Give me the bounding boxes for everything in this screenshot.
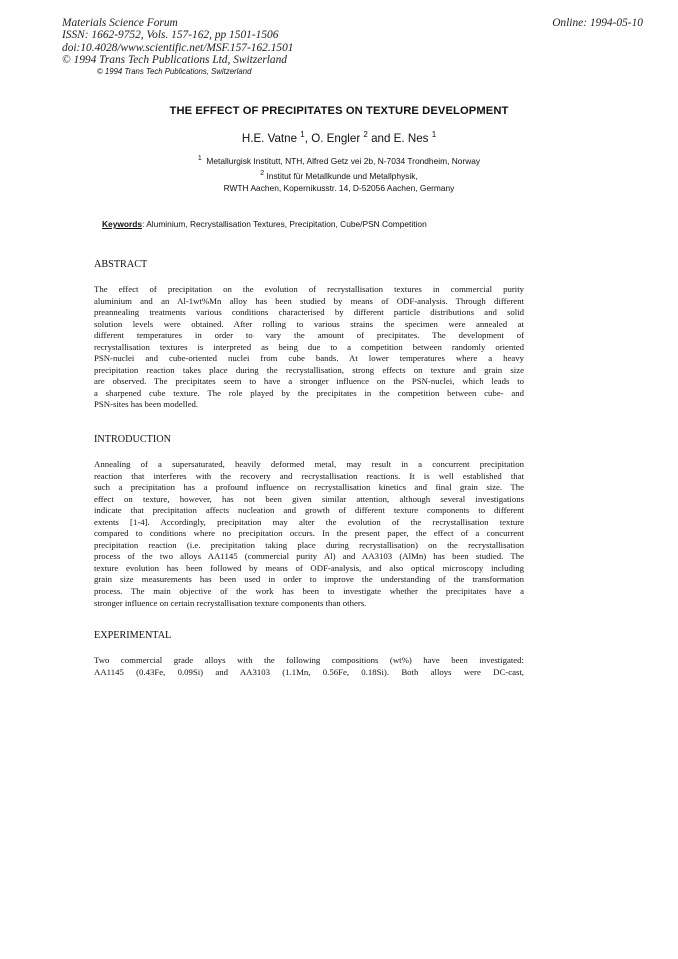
text-line: effect on texture, however, has not been given similar attention, although several investigations	[94, 493, 524, 504]
author-separator: ,	[304, 131, 312, 145]
journal-name: Materials Science Forum	[62, 17, 178, 29]
affiliation-1	[0, 153, 678, 167]
text-line: process of the two alloys AA1145 (commercial purity Al) and AA3103 (AlMn) has been studied. The	[94, 551, 524, 562]
text-line: Annealing of a supersaturated, heavily deformed metal, may result in a concurrent precipitation	[94, 459, 524, 469]
affiliation-2	[0, 168, 678, 194]
text-line: compared to conditions where no precipitation occurs. In the present paper, the effect of a concurrent	[94, 528, 524, 539]
text-line: are observed. The precipitates seem to have a stronger influence on the PSN-nuclei, which leads to	[94, 376, 524, 387]
affiliation-marker: 1	[197, 155, 202, 162]
text-line: texture evolution has been followed by means of ODF-analysis, and also optical microscopy including	[94, 562, 524, 573]
text-line: such a precipitation has a profound influence on recrystallisation kinetics and final grain size. The	[94, 482, 524, 493]
experimental-body	[94, 655, 524, 678]
author-list	[0, 130, 678, 145]
section-heading-introduction: INTRODUCTION	[94, 434, 171, 445]
introduction-body	[94, 459, 524, 609]
doi-line: doi:10.4028/www.scientific.net/MSF.157-162.1501	[62, 41, 294, 54]
text-line: a sharpened cube texture. The role played by the precipitates in the competition between cube- and	[94, 387, 524, 398]
keywords-line	[102, 219, 427, 229]
text-line: grain size measurements has been used in order to improve the understanding of the transformation	[94, 574, 524, 585]
text-line: indicate that precipitation affects nucleation and growth of different texture components to different	[94, 505, 524, 516]
journal-header	[62, 17, 294, 67]
copyright-notice: © 1994 Trans Tech Publications, Switzerland	[97, 67, 252, 76]
text-line: reaction that interferes with the recovery and recrystallisation reactions. It is well established that	[94, 470, 524, 481]
text-line: recrystallisation textures is interpreted as being due to a competition between randomly oriented	[94, 341, 524, 352]
author-name: H.E. Vatne	[241, 131, 298, 145]
text-line: aluminium and an Al-1wt%Mn alloy has been studied by means of ODF-analysis. Through different	[94, 295, 524, 306]
abstract-body	[94, 284, 524, 411]
text-line: solution levels were obtained. After rolling to various strains the specimen were annealed at	[94, 318, 524, 329]
online-date: Online: 1994-05-10	[552, 17, 643, 29]
keywords-text: : Aluminium, Recrystallisation Textures, Precipitation, Cube/PSN Competition	[142, 219, 427, 229]
text-line: PSN-nuclei and cube-oriented nuclei from cube bands. At lower temperatures where a heavy	[94, 353, 524, 364]
text-line: process. The main objective of the work has been to investigate whether the precipitates have a	[94, 586, 524, 597]
text-line: precipitation reaction takes place during the recrystallisation, strong effects on texture and grain size	[94, 364, 524, 375]
text-line: extents [1-4]. Accordingly, precipitation may alter the evolution of the recrystallisation texture	[94, 516, 524, 527]
keywords-label: Keywords	[102, 219, 143, 229]
text-line: preannealing treatments various conditions characterised by different particle distributions and solid	[94, 307, 524, 318]
affiliation-text: Institut für Metallkunde und Metallphysik,	[266, 170, 418, 181]
author-affiliation-marker: 2	[363, 130, 368, 139]
author-separator: and	[367, 131, 394, 145]
text-line: AA1145 (0.43Fe, 0.09Si) and AA3103 (1.1Mn, 0.56Fe, 0.18Si). Both alloys were DC-cast,	[94, 666, 524, 677]
text-line: Two commercial grade alloys with the following compositions (wt%) have been investigated:	[94, 655, 524, 665]
text-line: precipitation reaction (i.e. precipitation taking place during recrystallisation) on the recrystallisation	[94, 539, 524, 550]
text-line: PSN-sites has been modelled.	[94, 399, 199, 410]
affiliation-text: RWTH Aachen, Kopernikusstr. 14, D-52056 Aachen, Germany	[223, 182, 455, 193]
affiliation-text: Metallurgisk Institutt, NTH, Alfred Getz vei 2b, N-7034 Trondheim, Norway	[206, 155, 481, 166]
text-line: stronger influence on certain recrystallisation texture components than others.	[94, 597, 367, 608]
paper-title: THE EFFECT OF PRECIPITATES ON TEXTURE DEVELOPMENT	[169, 105, 509, 117]
text-line: different temperatures in order to vary the amount of precipitates. The development of	[94, 330, 524, 341]
issn-line: ISSN: 1662-9752, Vols. 157-162, pp 1501-1506	[62, 29, 279, 42]
author-name: E. Nes	[393, 131, 429, 145]
text-line: The effect of precipitation on the evolution of recrystallisation textures in commercial purity	[94, 284, 524, 294]
section-heading-experimental: EXPERIMENTAL	[94, 630, 172, 641]
affiliation-marker: 2	[260, 170, 265, 177]
section-heading-abstract: ABSTRACT	[94, 259, 148, 270]
author-affiliation-marker: 1	[300, 130, 305, 139]
publisher-line: © 1994 Trans Tech Publications Ltd, Switzerland	[62, 54, 287, 67]
author-affiliation-marker: 1	[431, 130, 437, 139]
author-name: O. Engler	[311, 131, 361, 145]
